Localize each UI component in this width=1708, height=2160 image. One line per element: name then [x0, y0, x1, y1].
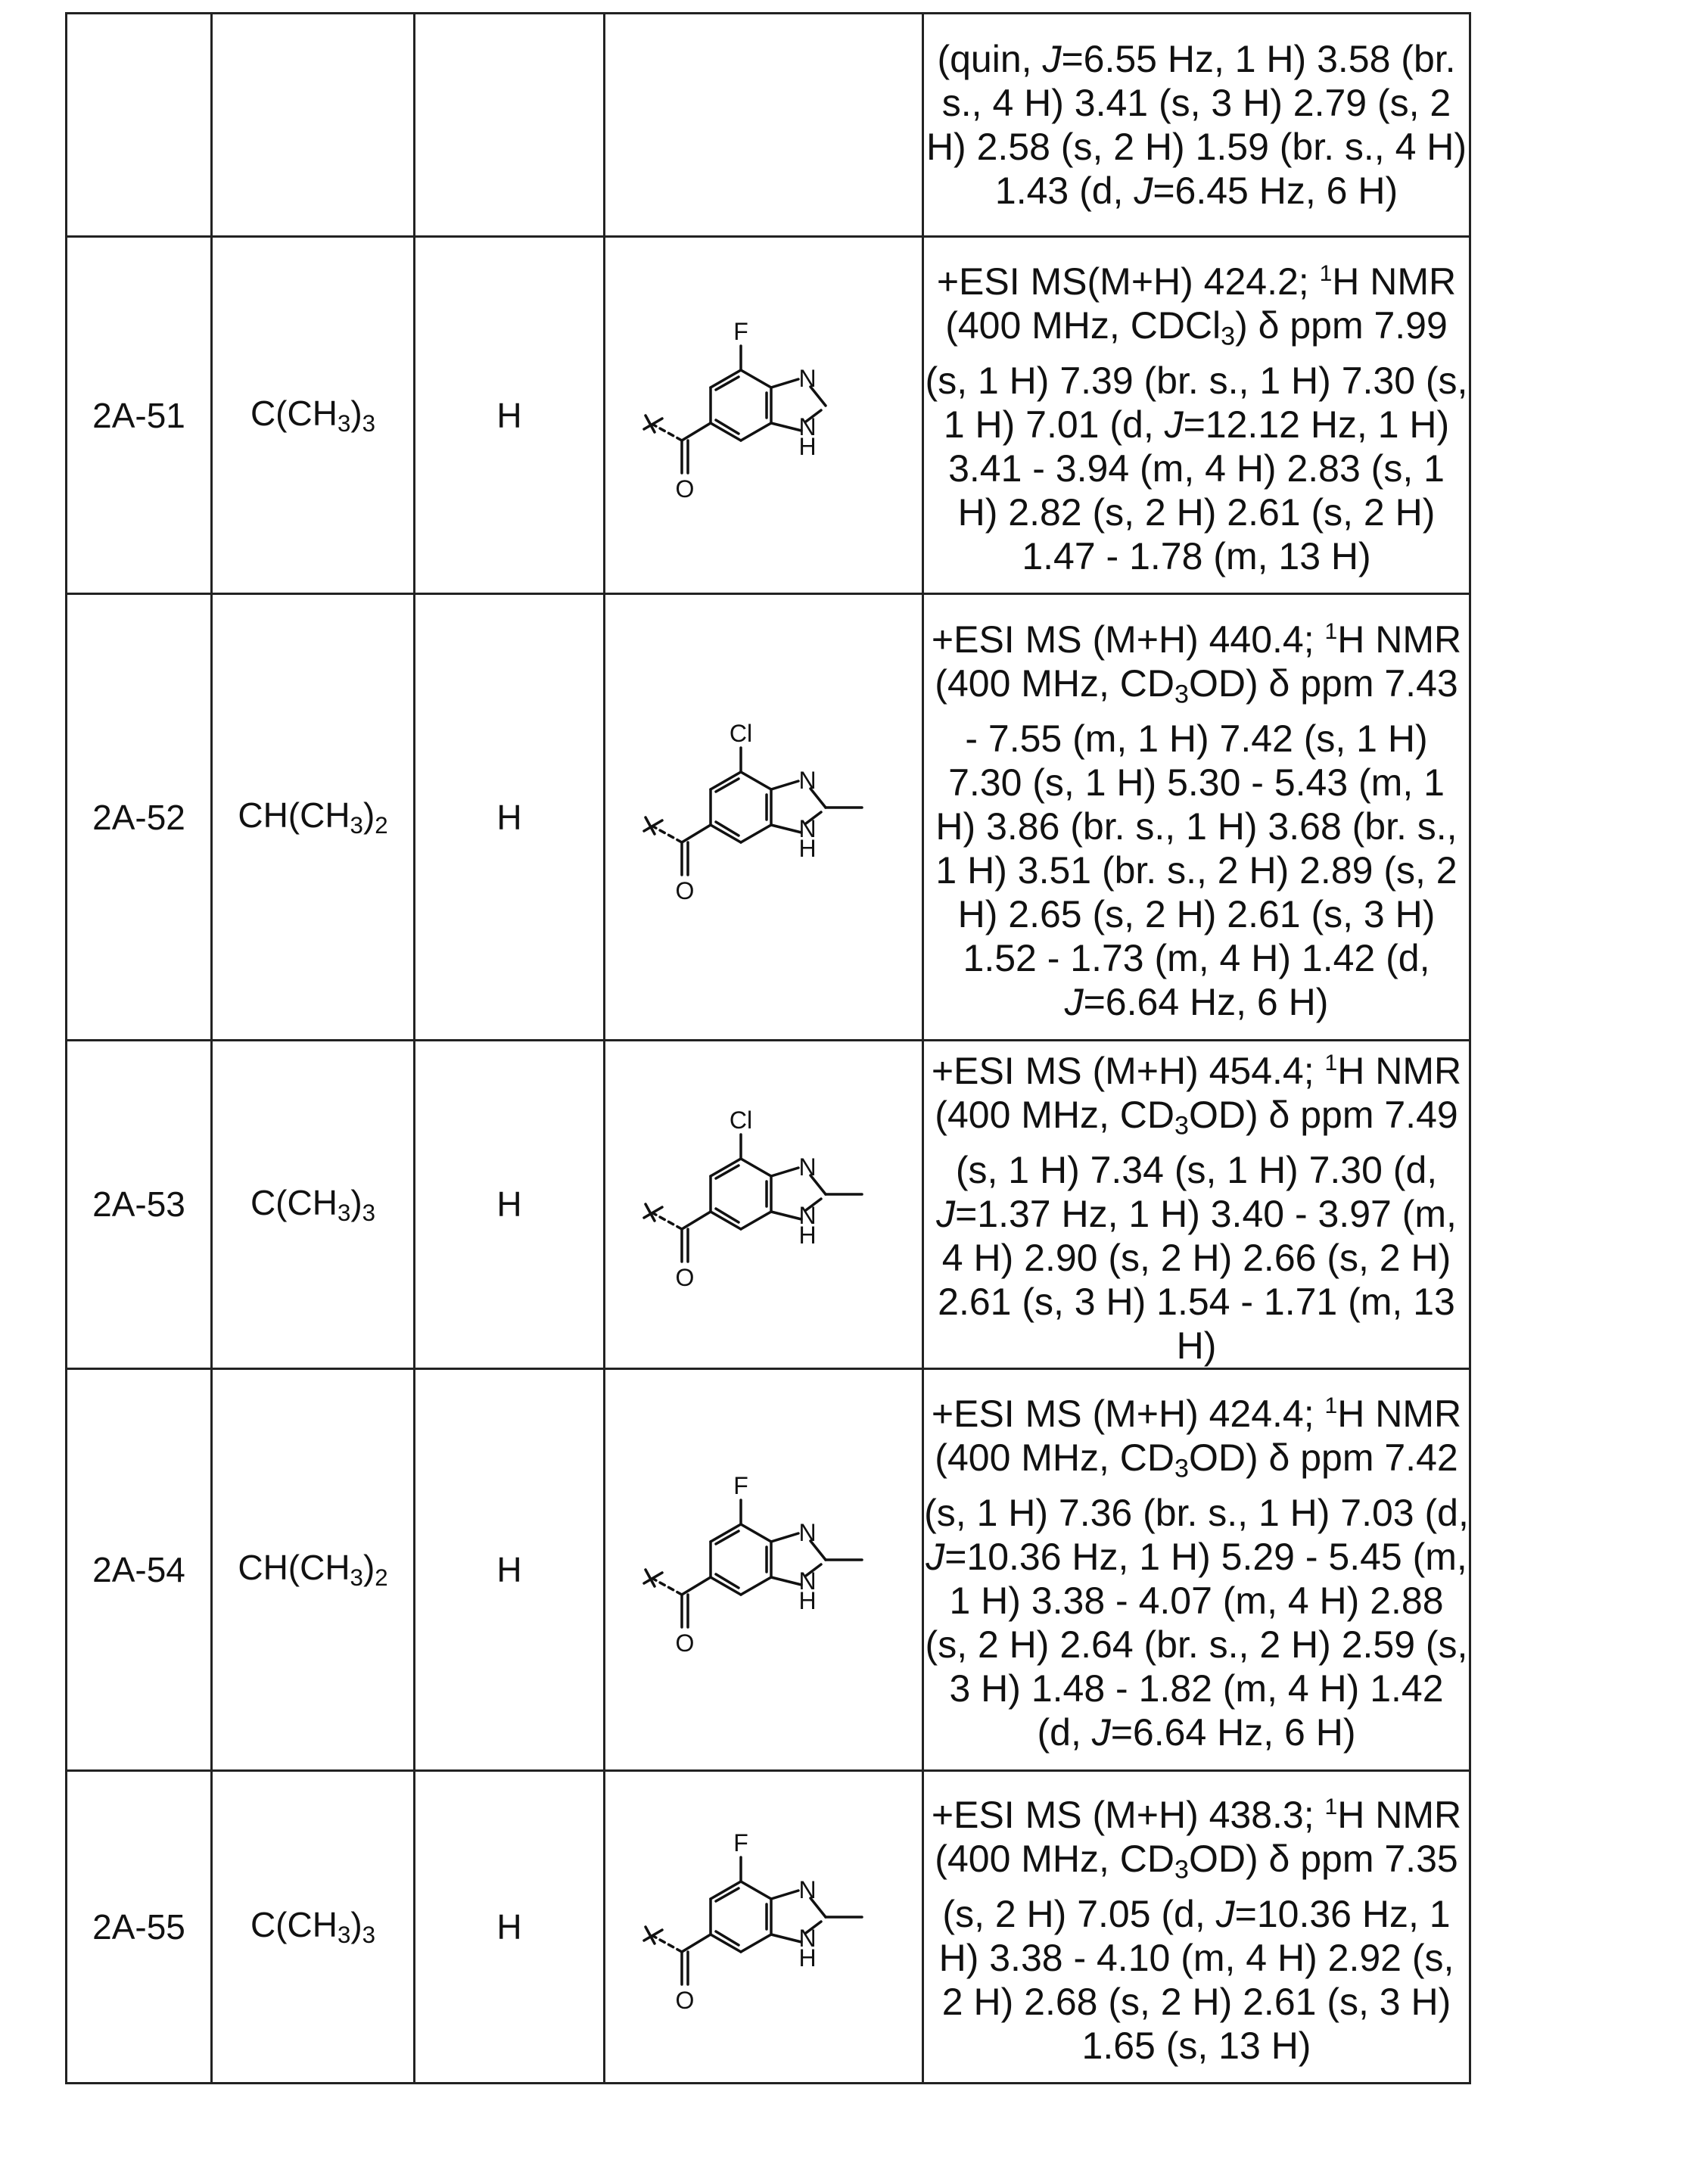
benzene-bond	[741, 1881, 771, 1899]
analytical-data-text: (quin, J=6.55 Hz, 1 H) 3.58 (br. s., 4 H) 3.41 (s, 3 H) 2.79 (s, 2 H) 2.58 (s, 2 H) 1.59 (br. s., 4 H) 1.43 (d, J=6.45 Hz, 6 H)	[926, 38, 1467, 212]
analytical-data-cell	[923, 1770, 1470, 2083]
structure-cell	[605, 1041, 923, 1369]
hydrogen-label: H	[798, 432, 817, 460]
r1-formula: $C(CH_3)_3$	[250, 394, 376, 437]
analytical-data-cell	[923, 594, 1470, 1041]
halogen-label: F	[733, 1829, 748, 1857]
halogen-label: F	[733, 1471, 748, 1499]
table-row	[67, 237, 1470, 594]
imidazole-bond	[771, 825, 801, 833]
analytical-data-text: +ESI MS (M+H) 438.3; $^1$H NMR (400 MHz, $CD_3OD$) δ ppm 7.35 (s, 2 H) 7.05 (d, J=10.36 Hz, 1 H) 3.38 - 4.10 (m, 4 H) 2.92 (s, 2 H) 2.68 (s, 2 H) 2.61 (s, 3 H) 1.65 (s, 13 H)	[931, 1794, 1462, 2067]
example-id-cell: 2A-51	[67, 237, 212, 594]
r1-cell	[212, 237, 415, 594]
example-id-cell: 2A-55	[67, 1770, 212, 2083]
table-row	[67, 594, 1470, 1041]
imidazole-bond	[771, 781, 798, 789]
carbonyl-bond	[682, 825, 711, 842]
r2-cell: H	[415, 1770, 605, 2083]
attachment-mark	[644, 416, 662, 432]
hydrogen-label: H	[798, 834, 817, 862]
example-id-cell: 2A-54	[67, 1368, 212, 1770]
example-id-cell: 2A-53	[67, 1041, 212, 1369]
attachment-bond	[653, 1579, 682, 1595]
table-row	[67, 14, 1470, 237]
r1-cell	[212, 1041, 415, 1369]
attachment-bond	[653, 425, 682, 440]
benzene-bond	[741, 1577, 771, 1595]
benzene-bond	[741, 1159, 771, 1176]
analytical-data-cell	[923, 1368, 1470, 1770]
attachment-mark	[644, 1927, 662, 1944]
hydrogen-label: H	[798, 1586, 817, 1614]
structure-cell	[605, 1368, 923, 1770]
benzene-bond	[741, 772, 771, 789]
imidazole-bond	[771, 1891, 798, 1899]
carbonyl-bond	[682, 1212, 711, 1229]
benzene-bond	[741, 370, 771, 387]
table-row	[67, 1368, 1470, 1770]
benzene-bond	[741, 423, 771, 440]
halogen-label: F	[733, 317, 748, 345]
benzimidazole-structure	[627, 1091, 900, 1318]
r2-cell: H	[415, 237, 605, 594]
nitrogen-label: N	[798, 814, 817, 842]
imidazole-bond	[771, 423, 801, 431]
imidazole-bond	[771, 1212, 801, 1219]
analytical-data-text: +ESI MS (M+H) 454.4; $^1$H NMR (400 MHz, $CD_3OD$) δ ppm 7.49 (s, 1 H) 7.34 (s, 1 H) 7.30 (d, J=1.37 Hz, 1 H) 3.40 - 3.97 (m, 4 H) 2.90 (s, 2 H) 2.66 (s, 2 H) 2.61 (s, 3 H) 1.54 - 1.71 (m, 13 H)	[931, 1050, 1462, 1367]
carbonyl-bond	[682, 1934, 711, 1952]
oxygen-label: O	[675, 876, 695, 904]
carbonyl-bond	[682, 1577, 711, 1595]
benzimidazole-structure	[627, 1456, 900, 1683]
nitrogen-label: N	[798, 1153, 817, 1181]
analytical-data-text: +ESI MS (M+H) 424.4; $^1$H NMR (400 MHz, $CD_3OD$) δ ppm 7.42 (s, 1 H) 7.36 (br. s., 1 H) 7.03 (d, J=10.36 Hz, 1 H) 5.29 - 5.45 (m, 1 H) 3.38 - 4.07 (m, 4 H) 2.88 (s, 2 H) 2.64 (br. s., 2 H) 2.59 (s, 3 H) 1.48 - 1.82 (m, 4 H) 1.42 (d, J=6.64 Hz, 6 H)	[924, 1393, 1469, 1754]
nitrogen-label: N	[798, 364, 817, 392]
nitrogen-label: N	[798, 1202, 817, 1230]
benzene-bond	[741, 1934, 771, 1952]
halogen-label: Cl	[729, 719, 753, 747]
nitrogen-label: N	[798, 766, 817, 794]
r2-cell: H	[415, 594, 605, 1041]
oxygen-label: O	[675, 1629, 695, 1657]
r2-cell: H	[415, 1368, 605, 1770]
attachment-mark	[644, 1204, 662, 1221]
benzimidazole-structure	[627, 302, 900, 529]
oxygen-label: O	[675, 475, 695, 503]
r2-cell: H	[415, 1041, 605, 1369]
benzene-bond	[741, 825, 771, 842]
analytical-data-cell	[923, 14, 1470, 237]
imidazole-bond	[771, 1577, 801, 1585]
r1-cell	[212, 1770, 415, 2083]
structure-cell	[605, 594, 923, 1041]
example-id-cell: 2A-52	[67, 594, 212, 1041]
example-id-cell	[67, 14, 212, 237]
imidazole-bond	[771, 1168, 798, 1176]
analytical-data-cell	[923, 1041, 1470, 1369]
attachment-mark	[644, 817, 662, 834]
r1-formula: $CH(CH_3)_2$	[238, 1548, 388, 1591]
structure-cell	[605, 237, 923, 594]
nitrogen-label: N	[798, 1518, 817, 1546]
imidazole-bond	[771, 1934, 801, 1942]
attachment-bond	[653, 1213, 682, 1229]
r1-formula: $CH(CH_3)_2$	[238, 795, 388, 839]
structure-cell	[605, 1770, 923, 2083]
analytical-data-cell	[923, 237, 1470, 594]
hydrogen-label: H	[798, 1944, 817, 1972]
carbonyl-bond	[682, 423, 711, 440]
r1-cell	[212, 1368, 415, 1770]
attachment-bond	[653, 826, 682, 842]
nitrogen-label: N	[798, 412, 817, 440]
table-row	[67, 1041, 1470, 1369]
nitrogen-label: N	[798, 1875, 817, 1903]
analytical-data-text: +ESI MS (M+H) 440.4; $^1$H NMR (400 MHz, $CD_3OD$) δ ppm 7.43 - 7.55 (m, 1 H) 7.42 (s, 1 H) 7.30 (s, 1 H) 5.30 - 5.43 (m, 1 H) 3.86 (br. s., 1 H) 3.68 (br. s., 1 H) 3.51 (br. s., 2 H) 2.89 (s, 2 H) 2.65 (s, 2 H) 2.61 (s, 3 H) 1.52 - 1.73 (m, 4 H) 1.42 (d, J=6.64 Hz, 6 H)	[931, 618, 1462, 1023]
benzimidazole-structure	[627, 1813, 900, 2040]
oxygen-label: O	[675, 1264, 695, 1292]
r1-cell	[212, 14, 415, 237]
imidazole-bond	[771, 1533, 798, 1542]
imidazole-bond	[771, 379, 798, 387]
benzene-bond	[741, 1212, 771, 1229]
hydrogen-label: H	[798, 1222, 817, 1250]
attachment-bond	[653, 1936, 682, 1952]
nitrogen-label: N	[798, 1567, 817, 1595]
structure-cell	[605, 14, 923, 237]
benzene-bond	[741, 1524, 771, 1542]
attachment-mark	[644, 1570, 662, 1586]
compound-table	[65, 12, 1471, 2084]
r1-formula: $C(CH_3)_3$	[250, 1905, 376, 1948]
analytical-data-text: +ESI MS(M+H) 424.2; $^1$H NMR (400 MHz, CDCl$_3$) δ ppm 7.99 (s, 1 H) 7.39 (br. s., 1 H) 7.30 (s, 1 H) 7.01 (d, J=12.12 Hz, 1 H) 3.41 - 3.94 (m, 4 H) 2.83 (s, 1 H) 2.82 (s, 2 H) 2.61 (s, 2 H) 1.47 - 1.78 (m, 13 H)	[925, 260, 1468, 577]
r1-formula: $C(CH_3)_3$	[250, 1182, 376, 1226]
benzimidazole-structure	[627, 704, 900, 931]
halogen-label: Cl	[729, 1106, 753, 1134]
r1-cell	[212, 594, 415, 1041]
oxygen-label: O	[675, 1986, 695, 2014]
r2-cell	[415, 14, 605, 237]
nitrogen-label: N	[798, 1924, 817, 1952]
table-row	[67, 1770, 1470, 2083]
